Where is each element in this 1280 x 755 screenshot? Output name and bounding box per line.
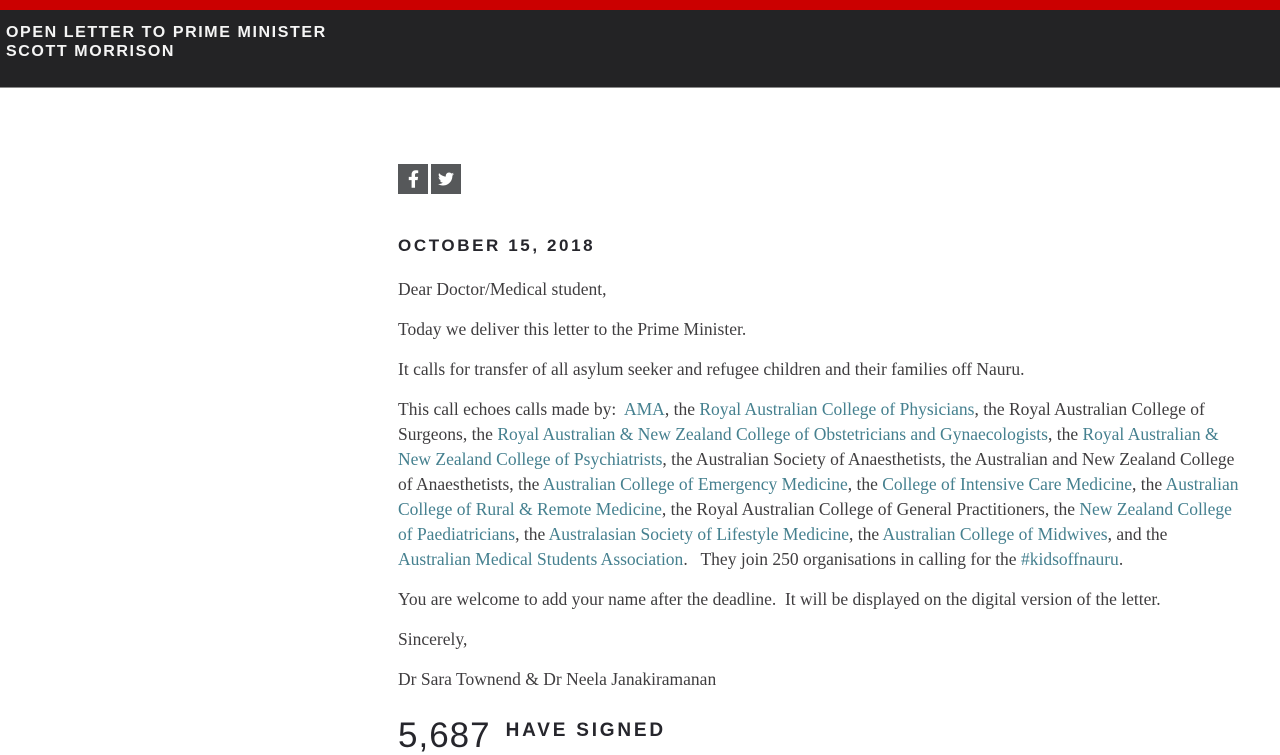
paragraph-add-name: You are welcome to add your name after the deadline. It will be displayed on the digital version of the letter. — [398, 589, 1161, 609]
paragraph-text: , the — [664, 399, 700, 419]
org-link[interactable]: New Zealand College of Paediatricians — [398, 499, 1237, 544]
page-header — [0, 10, 1280, 88]
twitter-share-button[interactable] — [431, 164, 461, 194]
facebook-share-button[interactable] — [398, 164, 428, 194]
signed-count: 5,687 — [398, 716, 491, 755]
signature-count-row — [398, 718, 1240, 753]
paragraph-text: , the Royal Australian College of General Practitioners, the — [661, 499, 1080, 519]
paragraph-text: , the — [847, 474, 883, 494]
paragraph-salutation: Dear Doctor/Medical student, — [398, 279, 607, 299]
paragraph-sincerely: Sincerely, — [398, 629, 468, 649]
org-link[interactable]: Australasian Society of Lifestyle Medicine — [548, 524, 849, 544]
paragraph-signatories: Dr Sara Townend & Dr Neela Janakiramanan — [398, 669, 717, 689]
org-link[interactable]: College of Intensive Care Medicine — [882, 474, 1133, 494]
org-link[interactable]: Royal Australian College of Physicians — [699, 399, 975, 419]
org-link[interactable]: Royal Australian & New Zealand College of Psychiatrists — [398, 424, 1223, 469]
paragraph-text: , the Royal Australian College of Surgeons, the — [398, 399, 1210, 444]
paragraph-text: . — [1118, 549, 1124, 569]
facebook-icon — [408, 169, 419, 189]
org-link[interactable]: Australian College of Emergency Medicine — [542, 474, 848, 494]
letter-content — [398, 88, 1243, 755]
paragraph-text: , the — [1132, 474, 1166, 494]
org-link[interactable]: Australian College of Midwives — [882, 524, 1108, 544]
twitter-icon — [437, 171, 455, 187]
signed-label: HAVE SIGNED — [505, 720, 666, 741]
paragraph-text: , and the — [1107, 524, 1171, 544]
org-link[interactable]: AMA — [623, 399, 665, 419]
paragraph-organisations — [398, 397, 1243, 572]
page-title-line2: SCOTT MORRISON — [6, 43, 176, 60]
page-title-line1: OPEN LETTER TO PRIME MINISTER — [6, 24, 327, 41]
paragraph-text: , the — [515, 524, 549, 544]
paragraph-text: , the — [1047, 424, 1083, 444]
org-link[interactable]: Australian Medical Students Association — [398, 549, 684, 569]
paragraph-text: , the Australian Society of Anaesthetists, the Australian and New Zealand College of Anaesthetists, the — [398, 449, 1239, 494]
org-link[interactable]: #kidsoffnauru — [1020, 549, 1119, 569]
paragraph-deliver: Today we deliver this letter to the Prime Minister. — [398, 319, 747, 339]
org-link[interactable]: Australian College of Rural & Remote Medicine — [398, 474, 1243, 519]
paragraph-calls-for: It calls for transfer of all asylum seeker and refugee children and their families off Nauru. — [398, 359, 1025, 379]
page-title — [6, 23, 1280, 61]
share-buttons — [398, 164, 1240, 194]
org-link[interactable]: Royal Australian & New Zealand College of Obstetricians and Gynaecologists — [497, 424, 1048, 444]
paragraph-text: , the — [849, 524, 883, 544]
paragraph-text: This call echoes calls made by: — [398, 399, 624, 419]
paragraph-text: . They join 250 organisations in calling for the — [683, 549, 1021, 569]
letter-date: OCTOBER 15, 2018 — [398, 236, 596, 255]
top-accent-bar — [0, 0, 1280, 10]
